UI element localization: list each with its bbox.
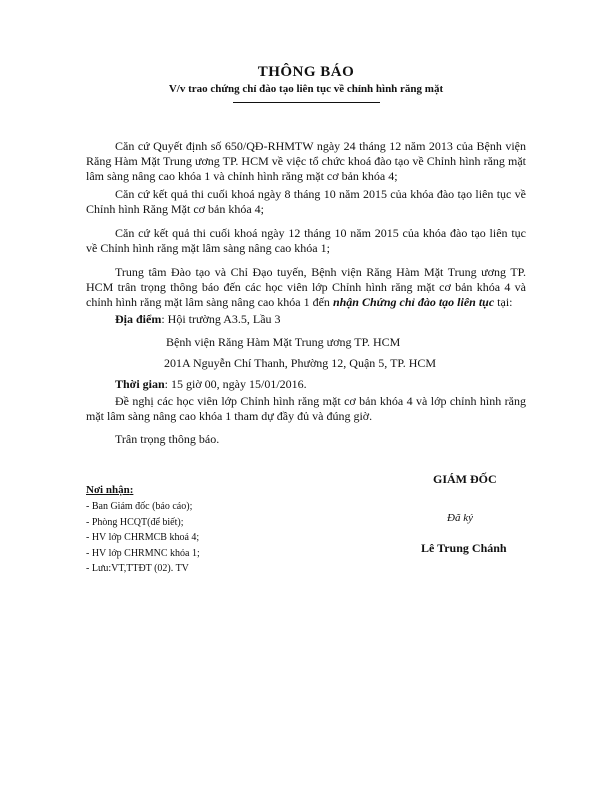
paragraph-exam-advanced: Căn cứ kết quả thi cuối khoá ngày 12 tháng 10 năm 2015 của khóa đào tạo liên tục về Chỉnh hình răng mặt lâm sàng nâng cao khóa 1; — [86, 226, 526, 255]
list-item: - Lưu:VT,TTĐT (02). TV — [86, 563, 189, 574]
signature-signed-note: Đã ký — [447, 512, 473, 524]
list-item: - Ban Giám đốc (báo cáo); — [86, 501, 193, 512]
paragraph-announcement — [86, 265, 526, 310]
announcement-tail: tại: — [494, 295, 513, 309]
address-line-1: Bệnh viện Răng Hàm Mặt Trung ương TP. HCM — [166, 335, 401, 349]
list-item: - Phòng HCQT(để biết); — [86, 516, 184, 528]
document-title: THÔNG BÁO — [257, 64, 355, 80]
paragraph-request: Đề nghị các học viên lớp Chỉnh hình răng mặt cơ bản khóa 4 và lớp chỉnh hình răng mặt lâm sàng nâng cao khóa 1 tham dự đầy đủ và đúng giờ. — [86, 394, 526, 423]
announcement-emphasis: nhận Chứng chỉ đào tạo liên tục — [332, 295, 495, 309]
location-value: : Hội trường A3.5, Lầu 3 — [161, 312, 281, 326]
location-line — [115, 312, 281, 327]
announcement-text: Trung tâm Đào tạo và Chỉ Đạo tuyến, Bệnh viện Răng Hàm Mặt Trung ương TP. HCM trân trọng thông báo đến các học viên lớp Chỉnh hình răng mặt cơ bản khóa 4 và chỉnh hình răng mặt lâm sàng nâng cao khóa 1 đến — [86, 265, 526, 309]
time-line — [115, 377, 307, 392]
list-item: - HV lớp CHRMCB khoá 4; — [86, 532, 200, 543]
signer-name: Lê Trung Chánh — [421, 541, 507, 555]
time-label: Thời gian — [115, 377, 165, 391]
recipients-heading-colon: : — [129, 484, 134, 496]
address-line-2: 201A Nguyễn Chí Thanh, Phường 12, Quận 5, TP. HCM — [164, 356, 437, 370]
location-label: Địa điểm — [115, 312, 162, 326]
time-value: : 15 giờ 00, ngày 15/01/2016. — [164, 377, 307, 391]
recipients-list — [86, 499, 200, 577]
paragraph-decision: Căn cứ Quyết định số 650/QĐ-RHMTW ngày 24 tháng 12 năm 2013 của Bệnh viện Răng Hàm Mặt Trung ương TP. HCM về việc tổ chức khoá đào tạo về Chỉnh hình răng mặt lâm sàng nâng cao khóa 1 và chỉnh hình răng mặt cơ bản khóa 4; — [86, 139, 526, 183]
title-underline — [233, 102, 380, 103]
recipients-heading — [86, 484, 133, 496]
closing-line: Trân trọng thông báo. — [115, 432, 220, 446]
document-subtitle: V/v trao chứng chỉ đào tạo liên tục về chỉnh hình răng mặt — [168, 83, 444, 95]
signature-title: GIÁM ĐỐC — [433, 472, 497, 486]
list-item: - HV lớp CHRMNC khóa 1; — [86, 547, 200, 559]
paragraph-exam-basic: Căn cứ kết quả thi cuối khoá ngày 8 tháng 10 năm 2015 của khóa đào tạo liên tục về Chỉnh hình Răng Mặt cơ bản khóa 4; — [86, 187, 526, 216]
recipients-heading-label: Nơi nhận — [86, 484, 130, 496]
